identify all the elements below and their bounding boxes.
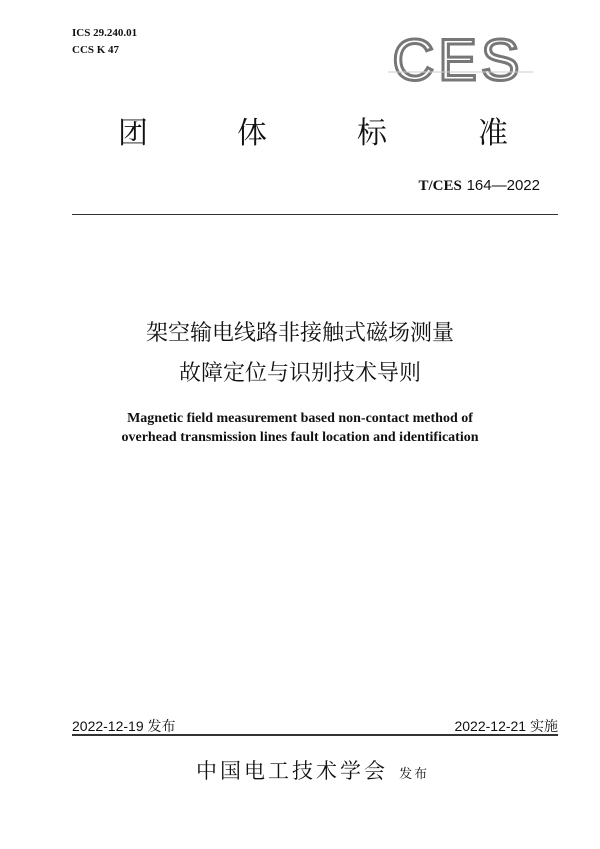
divider <box>72 214 558 215</box>
publisher-action: 发布 <box>399 767 430 782</box>
publisher <box>196 755 429 785</box>
category-char: 团 <box>118 116 148 151</box>
publish-date: 2022-12-19 发布 <box>72 718 176 734</box>
title-en-line2: overhead transmission lines fault location and identification <box>121 430 479 445</box>
ccs-code: CCS K 47 <box>72 44 120 56</box>
standard-code: 164—2022 <box>466 177 540 194</box>
category-char: 体 <box>237 116 267 151</box>
publisher-name: 中国电工技术学会 <box>196 759 388 783</box>
bottom-divider <box>72 734 558 736</box>
standard-prefix: T/CES <box>418 178 462 194</box>
standard-number <box>418 176 540 195</box>
title-zh-line1: 架空输电线路非接触式磁场测量 <box>145 321 454 346</box>
category-char: 标 <box>357 116 387 151</box>
title-zh-line2: 故障定位与识别技术导则 <box>178 361 421 386</box>
title-en-line1: Magnetic field measurement based non-contact method of <box>127 411 473 426</box>
svg-text:CES: CES <box>392 30 524 90</box>
ces-logo <box>388 30 533 90</box>
ics-code: ICS 29.240.01 <box>72 27 138 39</box>
implement-date: 2022-12-21 实施 <box>454 718 558 734</box>
category-char: 准 <box>478 116 508 151</box>
